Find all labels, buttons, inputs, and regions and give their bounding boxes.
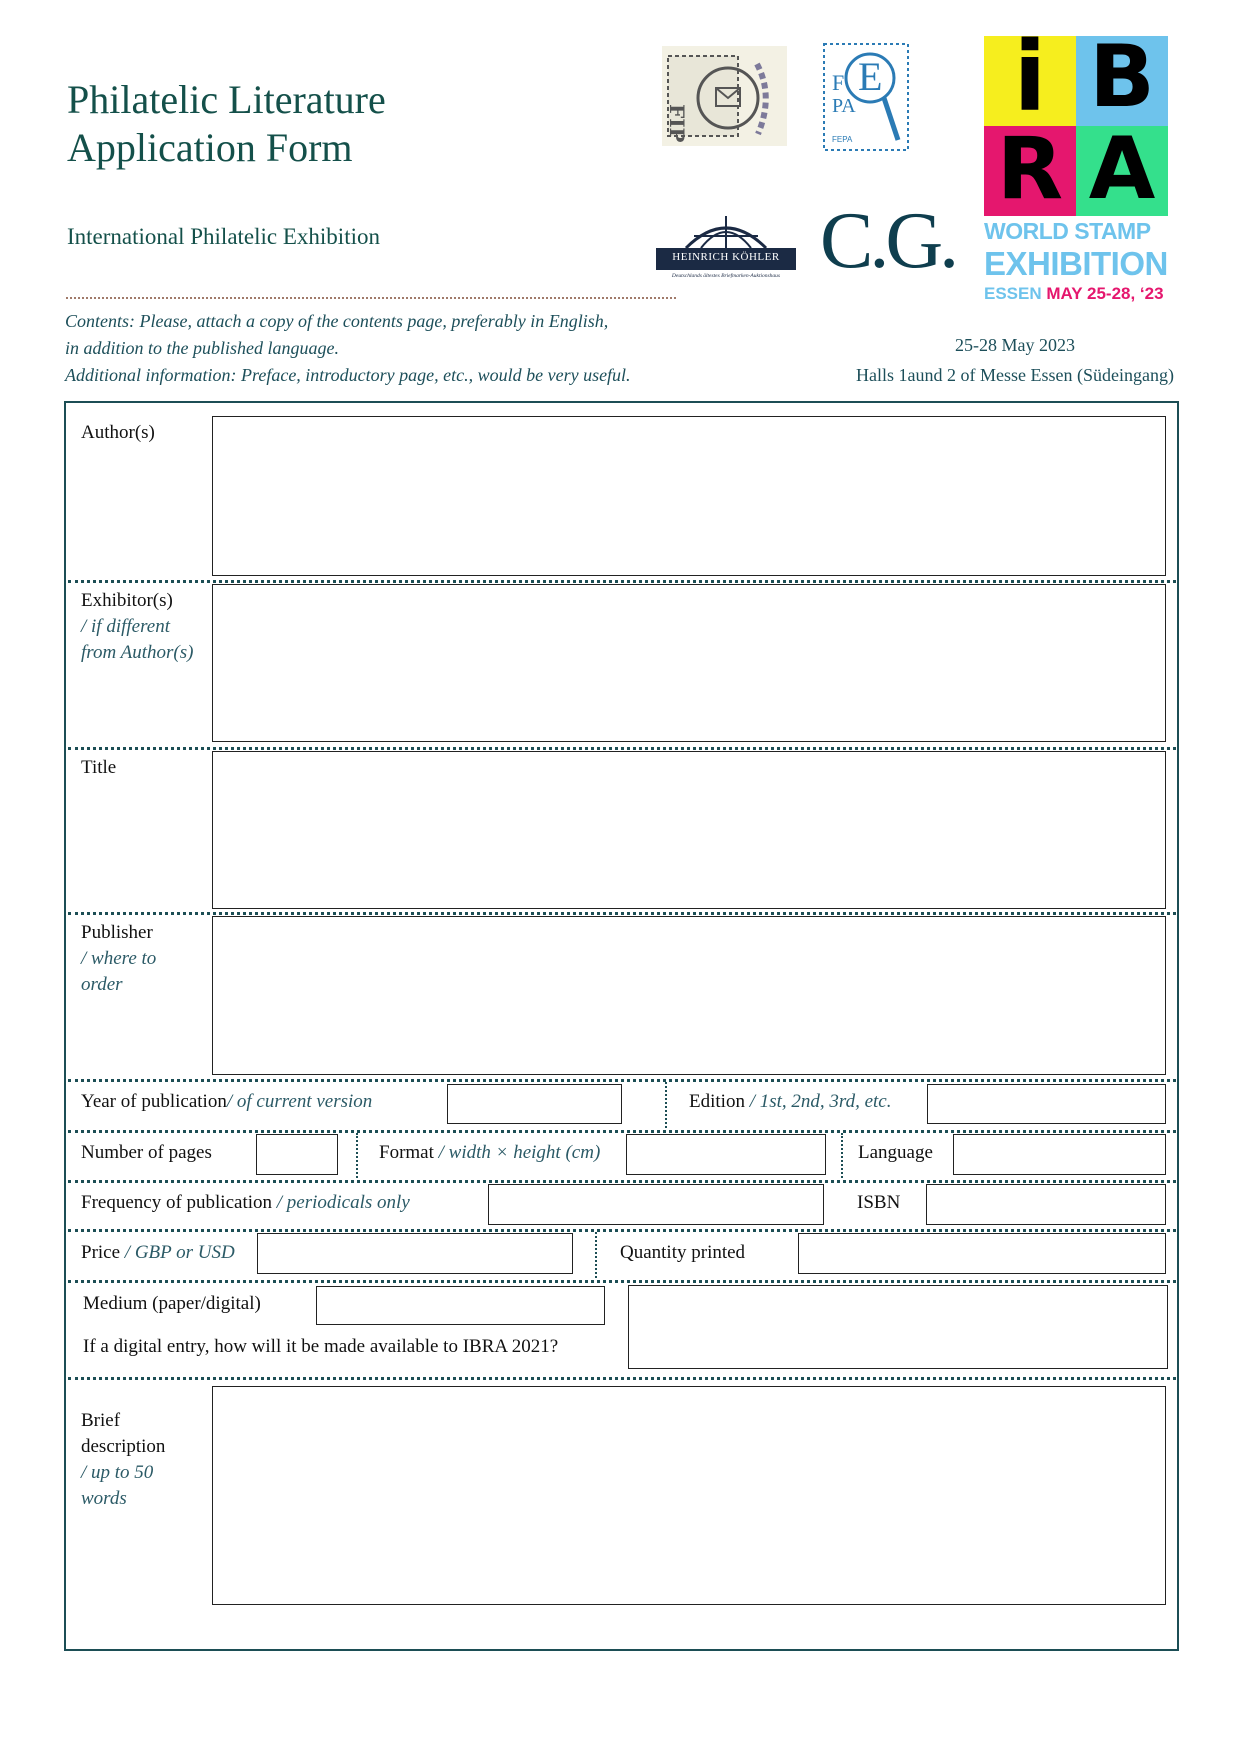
frequency-field[interactable]	[488, 1184, 824, 1225]
description-label-line-1: Brief	[81, 1410, 121, 1431]
title-line-1: Philatelic Literature	[67, 77, 386, 122]
frequency-label	[81, 1190, 410, 1216]
exhibitor-field[interactable]	[212, 584, 1166, 742]
kohler-name: HEINRICH KÖHLER	[672, 251, 780, 263]
column-divider	[665, 1082, 667, 1128]
row-divider	[68, 1180, 1176, 1183]
svg-text:PA: PA	[832, 95, 856, 117]
exhibition-date: 25-28 May 2023	[955, 335, 1075, 355]
publisher-field[interactable]	[212, 916, 1166, 1075]
price-note: / GBP or USD	[124, 1242, 235, 1263]
ibra-letter-r: R	[996, 119, 1064, 219]
price-label-text: Price	[81, 1242, 121, 1263]
edition-note: / 1st, 2nd, 3rd, etc.	[749, 1091, 892, 1112]
ibra-dates	[984, 284, 1164, 304]
row-divider	[68, 912, 1176, 915]
title-line-2: Application Form	[67, 125, 353, 170]
medium-field[interactable]	[316, 1286, 605, 1325]
cg-logo: C.G.	[820, 197, 956, 285]
kohler-tagline: Deutschlands ältestes Briefmarken-Auktionshaus	[671, 273, 781, 279]
author-field[interactable]	[212, 416, 1166, 576]
title-field[interactable]	[212, 751, 1166, 909]
edition-label-text: Edition	[689, 1091, 745, 1112]
language-label: Language	[858, 1142, 933, 1163]
description-label-line-2: description	[81, 1436, 166, 1457]
exhibitor-note-2: from Author(s)	[81, 642, 194, 663]
svg-text:E: E	[858, 54, 883, 99]
row-divider	[68, 1079, 1176, 1082]
ibra-letter-a: A	[1088, 119, 1156, 219]
exhibition-info	[820, 330, 1210, 390]
year-field[interactable]	[447, 1084, 622, 1124]
edition-field[interactable]	[927, 1084, 1166, 1124]
format-note: / width × height (cm)	[438, 1142, 601, 1163]
pages-label: Number of pages	[81, 1142, 212, 1163]
ibra-letter-b: B	[1089, 27, 1155, 127]
format-label-text: Format	[379, 1142, 434, 1163]
row-divider	[68, 1130, 1176, 1133]
publisher-note-2: order	[81, 974, 123, 995]
frequency-label-text: Frequency of publication	[81, 1192, 273, 1213]
description-note-2: words	[81, 1488, 127, 1509]
title-label: Title	[81, 757, 117, 778]
quantity-field[interactable]	[798, 1233, 1166, 1274]
frequency-note: / periodicals only	[276, 1192, 410, 1213]
format-field[interactable]	[626, 1134, 826, 1175]
ibra-logo	[984, 21, 1168, 219]
fepa-logo	[822, 42, 910, 152]
publisher-label-text: Publisher	[81, 922, 153, 943]
description-note-1: / up to 50	[81, 1462, 154, 1483]
publisher-label	[81, 920, 211, 998]
year-note: / of current version	[226, 1091, 373, 1112]
svg-text:F: F	[832, 70, 845, 95]
medium-label: Medium (paper/digital)	[83, 1293, 261, 1314]
fip-logo-text: FIP	[665, 104, 689, 143]
exhibitor-label-text: Exhibitor(s)	[81, 590, 173, 611]
digital-availability-field[interactable]	[628, 1285, 1168, 1369]
language-field[interactable]	[953, 1134, 1166, 1175]
row-divider	[68, 580, 1176, 583]
description-field[interactable]	[212, 1386, 1166, 1605]
pages-field[interactable]	[256, 1134, 338, 1175]
year-label-text: Year of publication	[81, 1091, 227, 1112]
row-divider	[68, 1377, 1176, 1380]
header-divider	[66, 297, 676, 299]
ibra-exhibition: EXHIBITION	[984, 245, 1168, 282]
format-label	[379, 1140, 600, 1166]
row-divider	[68, 1280, 1176, 1283]
price-label	[81, 1240, 235, 1266]
note-line-1: Contents: Please, attach a copy of the contents page, preferably in English,	[65, 311, 609, 331]
fip-logo	[662, 46, 787, 146]
page-subtitle: International Philatelic Exhibition	[67, 224, 380, 249]
ibra-letter-i: i	[1013, 21, 1047, 133]
contents-note	[65, 308, 631, 389]
exhibition-venue: Halls 1aund 2 of Messe Essen (Südeingang)	[856, 365, 1174, 385]
exhibitor-note-1: / if different	[81, 616, 171, 637]
column-divider	[356, 1133, 358, 1178]
column-divider	[841, 1133, 843, 1178]
note-line-2: in addition to the published language.	[65, 338, 339, 358]
row-divider	[68, 747, 1176, 750]
ibra-may-dates: MAY 25-28, ‘23	[1046, 284, 1164, 303]
heinrich-kohler-logo	[656, 210, 796, 286]
quantity-label: Quantity printed	[620, 1242, 746, 1263]
digital-question-label: If a digital entry, how will it be made available to IBRA 2021?	[83, 1336, 559, 1357]
isbn-label: ISBN	[857, 1192, 901, 1213]
publisher-note-1: / where to	[81, 948, 157, 969]
author-label: Author(s)	[81, 422, 155, 443]
row-divider	[68, 1229, 1176, 1232]
page-title	[67, 76, 386, 172]
description-label	[81, 1408, 211, 1512]
price-field[interactable]	[257, 1233, 573, 1274]
note-line-3: Additional information: Preface, introductory page, etc., would be very useful.	[65, 365, 631, 385]
year-label	[81, 1089, 372, 1115]
fepa-small-text: FEPA	[832, 135, 853, 144]
isbn-field[interactable]	[926, 1184, 1166, 1225]
column-divider	[595, 1232, 597, 1278]
edition-label	[689, 1089, 892, 1115]
exhibitor-label	[81, 588, 211, 666]
ibra-world-stamp: WORLD STAMP	[984, 218, 1151, 244]
ibra-essen: ESSEN	[984, 284, 1042, 303]
